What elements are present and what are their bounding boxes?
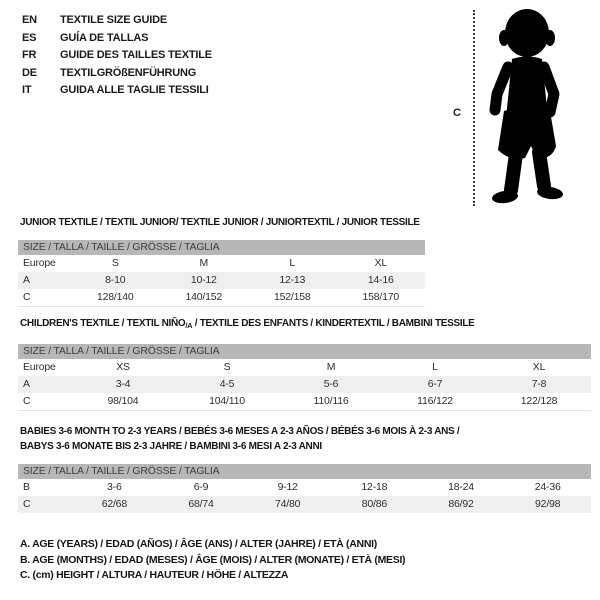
table-row-europe — [18, 359, 591, 376]
junior-table — [18, 240, 425, 307]
table-cell: 116/122 — [417, 395, 453, 407]
table-row-age — [18, 376, 591, 393]
row-label-cell: C — [23, 498, 31, 510]
language-code: FR — [22, 49, 37, 61]
row-label-cell: C — [23, 395, 31, 407]
table-cell: 14-16 — [367, 274, 394, 286]
language-row — [22, 30, 212, 48]
table-cell: M — [326, 361, 336, 373]
table-row-height — [18, 393, 591, 410]
legend-notes — [20, 537, 405, 584]
language-row — [22, 65, 212, 83]
table-cell: 158/170 — [362, 291, 400, 303]
table-cell: 74/80 — [275, 498, 301, 510]
language-label: TEXTILGRÖßENFÜHRUNG — [60, 66, 197, 79]
table-cell: 62/68 — [101, 498, 127, 510]
size-header-bar: SIZE / TALLA / TAILLE / GRÖSSE / TAGLIA — [18, 344, 591, 359]
table-cell: S — [223, 361, 231, 373]
table-cell: 5-6 — [323, 378, 339, 390]
table-cell: 140/152 — [185, 291, 223, 303]
table-cell: 24-36 — [534, 481, 561, 493]
table-row-height — [18, 289, 425, 306]
table-cell: L — [432, 361, 438, 373]
language-label: TEXTILE SIZE GUIDE — [60, 14, 168, 26]
row-label-cell: A — [23, 378, 30, 390]
row-label-cell: Europe — [23, 257, 56, 269]
table-cell: XL — [374, 257, 387, 269]
table-cell: 128/140 — [96, 291, 134, 303]
table-cell: 6-9 — [193, 481, 209, 493]
babies-table — [18, 464, 591, 513]
table-row-age — [18, 272, 425, 289]
table-cell: 68/74 — [188, 498, 214, 510]
row-label-cell: A — [23, 274, 30, 286]
height-measure-line — [473, 10, 475, 206]
language-label: GUÍA DE TALLAS — [60, 31, 149, 44]
table-cell: 98/104 — [107, 395, 139, 407]
table-cell: 12-13 — [279, 274, 306, 286]
table-cell: XL — [532, 361, 546, 373]
language-row — [22, 12, 212, 30]
table-row-europe — [18, 255, 425, 272]
table-cell: 9-12 — [277, 481, 298, 493]
junior-table-title: JUNIOR TEXTILE / TEXTIL JUNIOR/ TEXTILE JUNIOR / JUNIORTEXTIL / JUNIOR TESSILE — [20, 217, 420, 228]
table-cell: 8-10 — [105, 274, 126, 286]
table-cell: 110/116 — [313, 395, 349, 407]
children-title-subscript: /A — [185, 321, 193, 330]
language-code: IT — [22, 84, 32, 96]
table-cell: 92/98 — [535, 498, 561, 510]
table-cell: S — [111, 257, 119, 269]
table-cell: L — [289, 257, 296, 269]
table-cell: 122/128 — [520, 395, 558, 407]
children-title-part: CHILDREN'S TEXTILE / TEXTIL NIÑO — [20, 318, 186, 329]
table-cell: 7-8 — [531, 378, 547, 390]
note-line-b: B. AGE (MONTHS) / EDAD (MESES) / ÂGE (MOIS) / ALTER (MONATE) / ETÀ (MESI) — [20, 553, 406, 566]
table-cell: 3-6 — [107, 481, 122, 493]
language-code: DE — [22, 66, 37, 79]
table-cell: 104/110 — [209, 395, 245, 407]
toddler-silhouette — [486, 8, 568, 208]
table-cell: 152/158 — [273, 291, 311, 303]
babies-table-title-line1: BABIES 3-6 MONTH TO 2-3 YEARS / BEBÉS 3-6 MESES A 2-3 AÑOS / BÉBÉS 3-6 MOIS À 2-3 ANS / — [20, 426, 460, 437]
table-cell: XS — [116, 361, 130, 373]
size-header-bar: SIZE / TALLA / TAILLE / GRÖSSE / TAGLIA — [18, 464, 591, 479]
table-cell: 86/92 — [448, 498, 474, 510]
row-label-cell: B — [23, 481, 30, 493]
table-cell: M — [199, 257, 209, 269]
language-label: GUIDE DES TAILLES TEXTILE — [60, 49, 212, 61]
table-cell: 10-12 — [190, 274, 217, 286]
table-row-age-months — [18, 479, 591, 496]
note-line-a: A. AGE (YEARS) / EDAD (AÑOS) / ÂGE (ANS) / ALTER (JAHRE) / ETÀ (ANNI) — [20, 538, 377, 550]
table-cell: 12-18 — [361, 481, 388, 493]
table-cell: 3-4 — [115, 378, 131, 390]
language-code: ES — [22, 31, 37, 44]
size-header-bar: SIZE / TALLA / TAILLE / GRÖSSE / TAGLIA — [18, 240, 425, 255]
height-measure-label: C — [453, 107, 461, 119]
table-cell: 4-5 — [219, 378, 235, 390]
table-cell: 18-24 — [448, 481, 474, 493]
row-label-cell: Europe — [23, 361, 56, 373]
row-label-cell: C — [23, 291, 31, 303]
language-row — [22, 82, 212, 100]
children-table-title — [20, 318, 475, 330]
language-list — [22, 12, 212, 100]
babies-table-title-line2: BABYS 3-6 MONATE BIS 2-3 JAHRE / BAMBINI 3-6 MESI A 2-3 ANNI — [20, 441, 322, 452]
table-cell: 6-7 — [427, 378, 443, 390]
language-row — [22, 47, 212, 65]
note-line-c: C. (cm) HEIGHT / ALTURA / HAUTEUR / HÖHE / ALTEZZA — [20, 569, 289, 582]
language-label: GUIDA ALLE TAGLIE TESSILI — [60, 84, 209, 96]
table-cell: 80/86 — [361, 498, 387, 510]
language-code: EN — [22, 14, 37, 26]
children-table — [18, 344, 591, 411]
children-title-part: / TEXTILE DES ENFANTS / KINDERTEXTIL / BAMBINI TESSILE — [192, 318, 475, 329]
table-row-height — [18, 496, 591, 513]
